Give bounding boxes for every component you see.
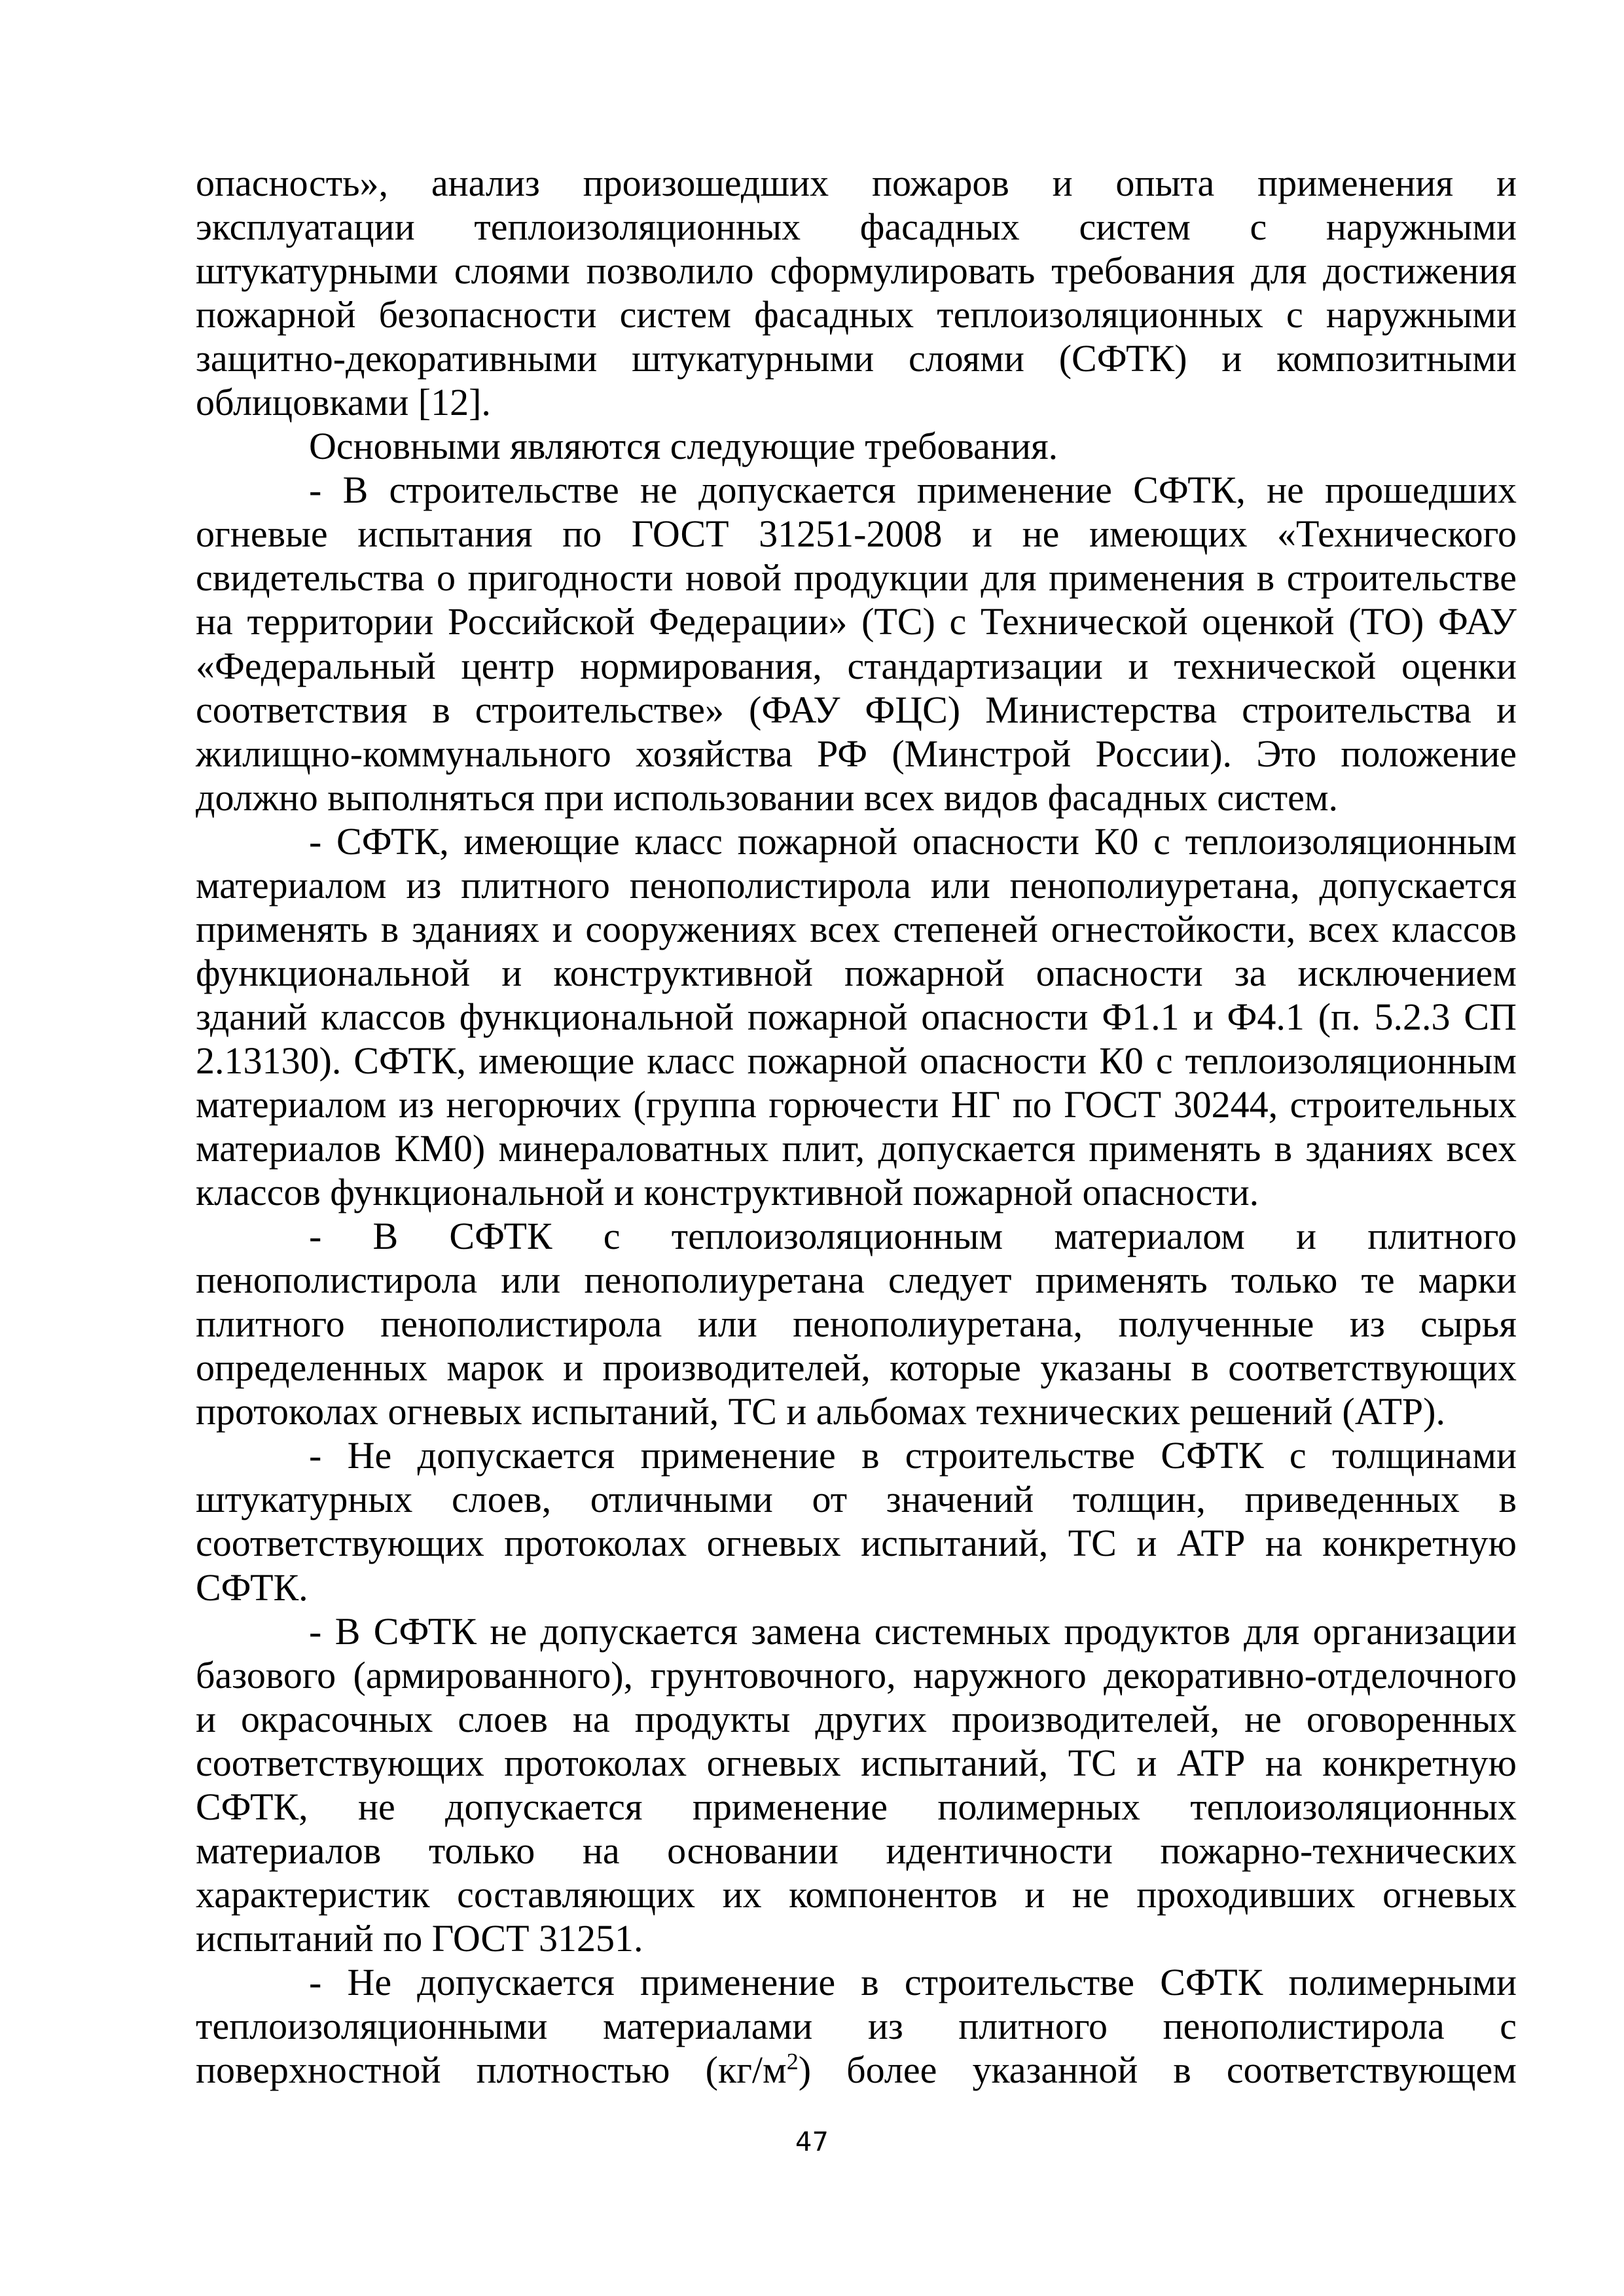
text-line: соответствия в строительстве» (ФАУ ФЦС) Министерства строительства и bbox=[196, 688, 1517, 731]
page-number: 47 bbox=[795, 2127, 829, 2157]
text-line: определенных марок и производителей, которые указаны в соответствующих bbox=[196, 1346, 1517, 1390]
text-line: соответствующих протоколах огневых испытаний, ТС и АТР на конкретную bbox=[196, 1522, 1517, 1565]
text-line: материалом из негорючих (группа горючести НГ по ГОСТ 30244, строительных bbox=[196, 1083, 1517, 1126]
text-line: на территории Российской Федерации» (ТС) с Технической оценкой (ТО) ФАУ bbox=[196, 600, 1517, 643]
superscript: 2 bbox=[786, 2048, 799, 2075]
text-line: опасность», анализ произошедших пожаров и опыта применения и bbox=[196, 162, 1517, 204]
paragraph bbox=[196, 1433, 1517, 1609]
text-line: пожарной безопасности систем фасадных теплоизоляционных с наружными bbox=[196, 293, 1517, 336]
text-segment: ) более указанной в соответствующем bbox=[798, 2049, 1517, 2092]
paragraph bbox=[196, 1609, 1517, 1960]
text-line: применять в зданиях и сооружениях всех степеней огнестойкости, всех классов bbox=[196, 907, 1517, 950]
text-line: 2.13130). СФТК, имеющие класс пожарной опасности К0 с теплоизоляционным bbox=[196, 1039, 1517, 1082]
text-line: должно выполняться при использовании всех видов фасадных систем. bbox=[196, 776, 1339, 819]
text-line: огневые испытания по ГОСТ 31251-2008 и не имеющих «Технического bbox=[196, 512, 1517, 556]
text-line: Основными являются следующие требования. bbox=[309, 425, 1058, 468]
paragraph bbox=[196, 819, 1517, 1214]
text-line bbox=[196, 2048, 1517, 2092]
text-line: СФТК. bbox=[196, 1566, 308, 1609]
text-line: характеристик составляющих их компонентов и не проходивших огневых bbox=[196, 1873, 1517, 1916]
text-line: эксплуатации теплоизоляционных фасадных систем с наружными bbox=[196, 206, 1517, 249]
paragraph bbox=[196, 161, 1517, 424]
paragraph bbox=[196, 1960, 1517, 2092]
text-line: - Не допускается применение в строительстве СФТК полимерными bbox=[309, 1960, 1517, 2003]
text-line: соответствующих протоколах огневых испытаний, ТС и АТР на конкретную bbox=[196, 1741, 1517, 1784]
text-line: - В СФТК с теплоизоляционным материалом и плитного bbox=[309, 1215, 1517, 1258]
text-line: свидетельства о пригодности новой продукции для применения в строительстве bbox=[196, 556, 1517, 600]
paragraph bbox=[196, 1214, 1517, 1433]
paragraph bbox=[196, 424, 1517, 468]
text-line: плитного пенополистирола или пенополиуретана, полученные из сырья bbox=[196, 1302, 1517, 1346]
text-line: испытаний по ГОСТ 31251. bbox=[196, 1916, 643, 1960]
text-line: пенополистирола или пенополиуретана следует применять только те марки bbox=[196, 1259, 1517, 1302]
text-line: материалов только на основании идентичности пожарно-технических bbox=[196, 1829, 1517, 1872]
text-line: протоколах огневых испытаний, ТС и альбомах технических решений (АТР). bbox=[196, 1390, 1445, 1433]
text-line: СФТК, не допускается применение полимерных теплоизоляционных bbox=[196, 1785, 1517, 1828]
text-line: «Федеральный центр нормирования, стандартизации и технической оценки bbox=[196, 644, 1517, 687]
text-line: штукатурными слоями позволило сформулировать требования для достижения bbox=[196, 249, 1517, 293]
text-line: материалом из плитного пенополистирола или пенополиуретана, допускается bbox=[196, 863, 1517, 906]
body-text bbox=[196, 161, 1517, 2092]
text-line: классов функциональной и конструктивной пожарной опасности. bbox=[196, 1171, 1259, 1214]
text-line: - В строительстве не допускается применение СФТК, не прошедших bbox=[309, 469, 1517, 512]
text-line: теплоизоляционными материалами из плитного пенополистирола с bbox=[196, 2004, 1517, 2047]
text-line: функциональной и конструктивной пожарной опасности за исключением bbox=[196, 951, 1517, 994]
text-line: материалов КМ0) минераловатных плит, допускается применять в зданиях всех bbox=[196, 1127, 1517, 1170]
text-line: - Не допускается применение в строительстве СФТК с толщинами bbox=[309, 1434, 1517, 1477]
text-segment: поверхностной плотностью (кг/м bbox=[196, 2049, 787, 2092]
text-line: - В СФТК не допускается замена системных продуктов для организации bbox=[309, 1609, 1517, 1653]
text-line: жилищно-коммунального хозяйства РФ (Минстрой России). Это положение bbox=[196, 732, 1517, 775]
text-line: базового (армированного), грунтовочного, наружного декоративно-отделочного bbox=[196, 1653, 1517, 1696]
text-line: облицовками [12]. bbox=[196, 381, 491, 424]
text-line: зданий классов функциональной пожарной опасности Ф1.1 и Ф4.1 (п. 5.2.3 СП bbox=[196, 995, 1517, 1038]
text-line: и окрасочных слоев на продукты других производителей, не оговоренных bbox=[196, 1697, 1517, 1740]
paragraph bbox=[196, 468, 1517, 819]
text-line: штукатурных слоев, отличными от значений толщин, приведенных в bbox=[196, 1478, 1517, 1521]
text-line: защитно-декоративными штукатурными слоями (СФТК) и композитными bbox=[196, 337, 1517, 380]
text-line: - СФТК, имеющие класс пожарной опасности К0 с теплоизоляционным bbox=[309, 819, 1517, 863]
